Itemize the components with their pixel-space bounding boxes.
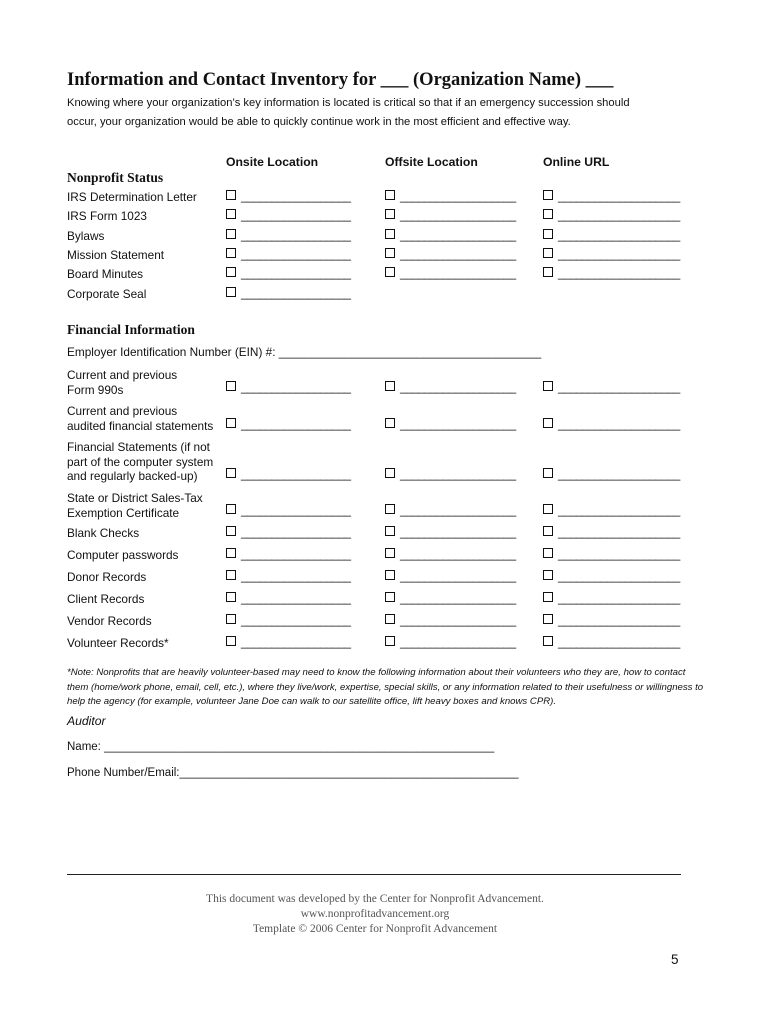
- blank-line[interactable]: ___________________: [400, 527, 516, 539]
- financial-row-3-online-field[interactable]: [543, 504, 680, 517]
- financial-row-9-offsite-field[interactable]: [385, 636, 516, 649]
- blank-line[interactable]: ___________________: [400, 637, 516, 649]
- checkbox-icon[interactable]: [385, 248, 395, 258]
- checkbox-icon[interactable]: [543, 418, 553, 428]
- status-row-label: IRS Form 1023: [67, 209, 147, 223]
- checkbox-icon[interactable]: [226, 209, 236, 219]
- checkbox-icon[interactable]: [226, 287, 236, 297]
- column-header-online: Online URL: [543, 155, 610, 169]
- auditor-phone-email-label: Phone Number/Email:: [67, 767, 180, 779]
- status-row-label: Corporate Seal: [67, 287, 147, 301]
- financial-row-1-onsite-field[interactable]: [226, 418, 351, 431]
- footer-divider: [67, 874, 681, 875]
- blank-line[interactable]: __________________: [241, 191, 351, 203]
- checkbox-icon[interactable]: [385, 636, 395, 646]
- financial-row-7-onsite-field[interactable]: [226, 592, 351, 605]
- checkbox-icon[interactable]: [543, 592, 553, 602]
- financial-row-label: Blank Checks: [67, 526, 140, 540]
- blank-line[interactable]: __________________: [241, 230, 351, 242]
- status-row-label: Board Minutes: [67, 267, 144, 281]
- column-header-onsite: Onsite Location: [226, 155, 319, 169]
- auditor-name-field[interactable]: [67, 741, 494, 753]
- financial-row-label: State or District Sales-Tax: [67, 491, 203, 505]
- checkbox-icon[interactable]: [385, 504, 395, 514]
- status-row-3-onsite-field[interactable]: [226, 248, 351, 261]
- blank-line[interactable]: ___________________: [400, 210, 516, 222]
- blank-line[interactable]: ____________________: [558, 419, 680, 431]
- blank-line[interactable]: ___________________: [400, 469, 516, 481]
- financial-row-7-offsite-field[interactable]: [385, 592, 516, 605]
- checkbox-icon[interactable]: [226, 614, 236, 624]
- checkbox-icon[interactable]: [543, 548, 553, 558]
- status-row-label: IRS Determination Letter: [67, 190, 197, 204]
- checkbox-icon[interactable]: [543, 570, 553, 580]
- blank-line[interactable]: ___________________: [400, 571, 516, 583]
- blank-line[interactable]: __________________: [241, 615, 351, 627]
- financial-row-label: Volunteer Records*: [67, 636, 169, 650]
- blank-line[interactable]: ____________________: [558, 549, 680, 561]
- checkbox-icon[interactable]: [385, 209, 395, 219]
- checkbox-icon[interactable]: [543, 526, 553, 536]
- checkbox-icon[interactable]: [543, 267, 553, 277]
- auditor-name-label: Name:: [67, 741, 101, 753]
- blank-line[interactable]: ____________________: [558, 615, 680, 627]
- status-row-label: Mission Statement: [67, 248, 165, 262]
- financial-row-2-onsite-field[interactable]: [226, 468, 351, 481]
- blank-line[interactable]: ___________________: [400, 249, 516, 261]
- ein-label: Employer Identification Number (EIN) #:: [67, 345, 276, 359]
- ein-field[interactable]: [67, 345, 541, 360]
- page-number: 5: [671, 952, 679, 967]
- blank-line[interactable]: __________________: [241, 549, 351, 561]
- status-row-5-onsite-field[interactable]: [226, 287, 351, 300]
- financial-row-label: Client Records: [67, 592, 145, 606]
- financial-row-1-offsite-field[interactable]: [385, 418, 516, 431]
- status-row-0-online-field[interactable]: [543, 190, 680, 203]
- status-row-1-onsite-field[interactable]: [226, 209, 351, 222]
- blank-line[interactable]: ____________________: [558, 191, 680, 203]
- financial-row-0-online-field[interactable]: [543, 381, 680, 394]
- checkbox-icon[interactable]: [543, 229, 553, 239]
- blank-line[interactable]: __________________: [241, 249, 351, 261]
- financial-row-3-onsite-field[interactable]: [226, 504, 351, 517]
- checkbox-icon[interactable]: [385, 570, 395, 580]
- checkbox-icon[interactable]: [226, 526, 236, 536]
- checkbox-icon[interactable]: [385, 190, 395, 200]
- financial-row-3-offsite-field[interactable]: [385, 504, 516, 517]
- checkbox-icon[interactable]: [385, 592, 395, 602]
- financial-row-4-online-field[interactable]: [543, 526, 680, 539]
- checkbox-icon[interactable]: [543, 468, 553, 478]
- checkbox-icon[interactable]: [543, 381, 553, 391]
- status-row-3-offsite-field[interactable]: [385, 248, 516, 261]
- blank-line[interactable]: ____________________: [558, 249, 680, 261]
- checkbox-icon[interactable]: [385, 418, 395, 428]
- blank-line[interactable]: ___________________: [400, 419, 516, 431]
- checkbox-icon[interactable]: [543, 209, 553, 219]
- blank-line[interactable]: ____________________: [558, 469, 680, 481]
- auditor-phone-email-blank-line[interactable]: _____________________________________________________: [179, 767, 519, 779]
- financial-row-label: Exemption Certificate: [67, 505, 180, 520]
- financial-row-0-onsite-field[interactable]: [226, 381, 351, 394]
- checkbox-icon[interactable]: [226, 248, 236, 258]
- status-row-2-online-field[interactable]: [543, 229, 680, 242]
- financial-row-9-onsite-field[interactable]: [226, 636, 351, 649]
- checkbox-icon[interactable]: [226, 636, 236, 646]
- blank-line[interactable]: __________________: [241, 637, 351, 649]
- blank-line[interactable]: ___________________: [400, 505, 516, 517]
- checkbox-icon[interactable]: [543, 248, 553, 258]
- financial-row-5-online-field[interactable]: [543, 548, 680, 561]
- status-row-1-offsite-field[interactable]: [385, 209, 516, 222]
- financial-row-label: part of the computer system: [67, 454, 214, 469]
- status-row-4-onsite-field[interactable]: [226, 267, 351, 280]
- financial-row-4-onsite-field[interactable]: [226, 526, 351, 539]
- checkbox-icon[interactable]: [226, 190, 236, 200]
- financial-row-4-offsite-field[interactable]: [385, 526, 516, 539]
- blank-line[interactable]: __________________: [241, 527, 351, 539]
- blank-line[interactable]: ___________________: [400, 549, 516, 561]
- financial-row-2-online-field[interactable]: [543, 468, 680, 481]
- status-row-4-offsite-field[interactable]: [385, 267, 516, 280]
- checkbox-icon[interactable]: [385, 614, 395, 624]
- volunteer-note: *Note: Nonprofits that are heavily volunteer-based may need to know the following information about their volunteers who they are, how to contact them (home/work phone, email, cell, etc.), where they live/work, expertise, special skills, or any information related to their usefulness or willingness to help the agency (for example, volunteer Jane Doe can walk to our satellite office, lift heavy boxes and knows CPR).: [67, 667, 704, 707]
- financial-row-6-offsite-field[interactable]: [385, 570, 516, 583]
- checkbox-icon[interactable]: [385, 381, 395, 391]
- blank-line[interactable]: ___________________: [400, 230, 516, 242]
- checkbox-icon[interactable]: [385, 548, 395, 558]
- financial-row-label: Current and previous: [67, 368, 178, 382]
- financial-row-8-offsite-field[interactable]: [385, 614, 516, 627]
- blank-line[interactable]: ____________________: [558, 571, 680, 583]
- financial-row-5-onsite-field[interactable]: [226, 548, 351, 561]
- auditor-name-blank-line[interactable]: _____________________________________________________________: [104, 741, 495, 753]
- financial-row-label: audited financial statements: [67, 418, 214, 433]
- checkbox-icon[interactable]: [543, 636, 553, 646]
- blank-line[interactable]: __________________: [241, 469, 351, 481]
- status-row-4-online-field[interactable]: [543, 267, 680, 280]
- checkbox-icon[interactable]: [226, 468, 236, 478]
- blank-line[interactable]: ____________________: [558, 527, 680, 539]
- footer-website: www.nonprofitadvancement.org: [300, 908, 450, 920]
- status-row-2-onsite-field[interactable]: [226, 229, 351, 242]
- status-row-0-offsite-field[interactable]: [385, 190, 516, 203]
- checkbox-icon[interactable]: [226, 504, 236, 514]
- checkbox-icon[interactable]: [226, 548, 236, 558]
- financial-row-5-offsite-field[interactable]: [385, 548, 516, 561]
- checkbox-icon[interactable]: [543, 504, 553, 514]
- intro-text-line-1: Knowing where your organization’s key information is located is critical so that if an emergency succession should: [67, 97, 630, 109]
- ein-blank-line[interactable]: ________________________________________: [278, 345, 542, 359]
- checkbox-icon[interactable]: [226, 267, 236, 277]
- status-row-0-onsite-field[interactable]: [226, 190, 351, 203]
- financial-row-label: Current and previous: [67, 404, 178, 418]
- checkbox-icon[interactable]: [385, 468, 395, 478]
- financial-row-2-offsite-field[interactable]: [385, 468, 516, 481]
- blank-line[interactable]: __________________: [241, 571, 351, 583]
- checkbox-icon[interactable]: [543, 190, 553, 200]
- status-row-label: Bylaws: [67, 229, 105, 243]
- financial-row-6-onsite-field[interactable]: [226, 570, 351, 583]
- checkbox-icon[interactable]: [226, 592, 236, 602]
- column-header-offsite: Offsite Location: [385, 155, 478, 169]
- checkbox-icon[interactable]: [226, 570, 236, 580]
- blank-line[interactable]: __________________: [241, 382, 351, 394]
- checkbox-icon[interactable]: [226, 381, 236, 391]
- blank-line[interactable]: ___________________: [400, 615, 516, 627]
- blank-line[interactable]: ____________________: [558, 268, 680, 280]
- blank-line[interactable]: __________________: [241, 505, 351, 517]
- blank-line[interactable]: ____________________: [558, 382, 680, 394]
- footer-credit-line: This document was developed by the Center for Nonprofit Advancement.: [206, 893, 544, 905]
- financial-row-label: Donor Records: [67, 570, 147, 584]
- blank-line[interactable]: ____________________: [558, 230, 680, 242]
- blank-line[interactable]: ___________________: [400, 382, 516, 394]
- section-heading-financial-information: Financial Information: [67, 322, 195, 337]
- financial-row-9-online-field[interactable]: [543, 636, 680, 649]
- blank-line[interactable]: ___________________: [400, 191, 516, 203]
- blank-line[interactable]: __________________: [241, 593, 351, 605]
- blank-line[interactable]: ____________________: [558, 505, 680, 517]
- financial-row-0-offsite-field[interactable]: [385, 381, 516, 394]
- blank-line[interactable]: __________________: [241, 419, 351, 431]
- financial-row-1-online-field[interactable]: [543, 418, 680, 431]
- checkbox-icon[interactable]: [385, 267, 395, 277]
- financial-row-6-online-field[interactable]: [543, 570, 680, 583]
- footer-copyright: Template © 2006 Center for Nonprofit Advancement: [252, 923, 498, 935]
- status-row-1-online-field[interactable]: [543, 209, 680, 222]
- status-row-2-offsite-field[interactable]: [385, 229, 516, 242]
- checkbox-icon[interactable]: [543, 614, 553, 624]
- section-heading-nonprofit-status: Nonprofit Status: [67, 170, 164, 185]
- intro-text-line-2: occur, your organization would be able to quickly continue work in the most efficient and effective way.: [67, 116, 571, 128]
- checkbox-icon[interactable]: [226, 418, 236, 428]
- financial-row-label: Financial Statements (if not: [67, 440, 210, 454]
- financial-row-label: and regularly backed-up): [67, 469, 198, 483]
- blank-line[interactable]: ____________________: [558, 593, 680, 605]
- status-row-3-online-field[interactable]: [543, 248, 680, 261]
- checkbox-icon[interactable]: [385, 229, 395, 239]
- blank-line[interactable]: __________________: [241, 268, 351, 280]
- blank-line[interactable]: ____________________: [558, 637, 680, 649]
- auditor-phone-email-field[interactable]: [67, 767, 518, 779]
- financial-row-label: Vendor Records: [67, 614, 152, 628]
- checkbox-icon[interactable]: [385, 526, 395, 536]
- auditor-heading: Auditor: [67, 714, 106, 728]
- blank-line[interactable]: __________________: [241, 288, 351, 300]
- blank-line[interactable]: ____________________: [558, 210, 680, 222]
- financial-row-label: Computer passwords: [67, 548, 179, 562]
- page-title: Information and Contact Inventory for ___ (Organization Name) ___: [67, 70, 614, 90]
- blank-line[interactable]: ___________________: [400, 593, 516, 605]
- blank-line[interactable]: ___________________: [400, 268, 516, 280]
- checkbox-icon[interactable]: [226, 229, 236, 239]
- financial-row-8-onsite-field[interactable]: [226, 614, 351, 627]
- financial-row-7-online-field[interactable]: [543, 592, 680, 605]
- financial-row-label: Form 990s: [67, 382, 124, 397]
- blank-line[interactable]: __________________: [241, 210, 351, 222]
- financial-row-8-online-field[interactable]: [543, 614, 680, 627]
